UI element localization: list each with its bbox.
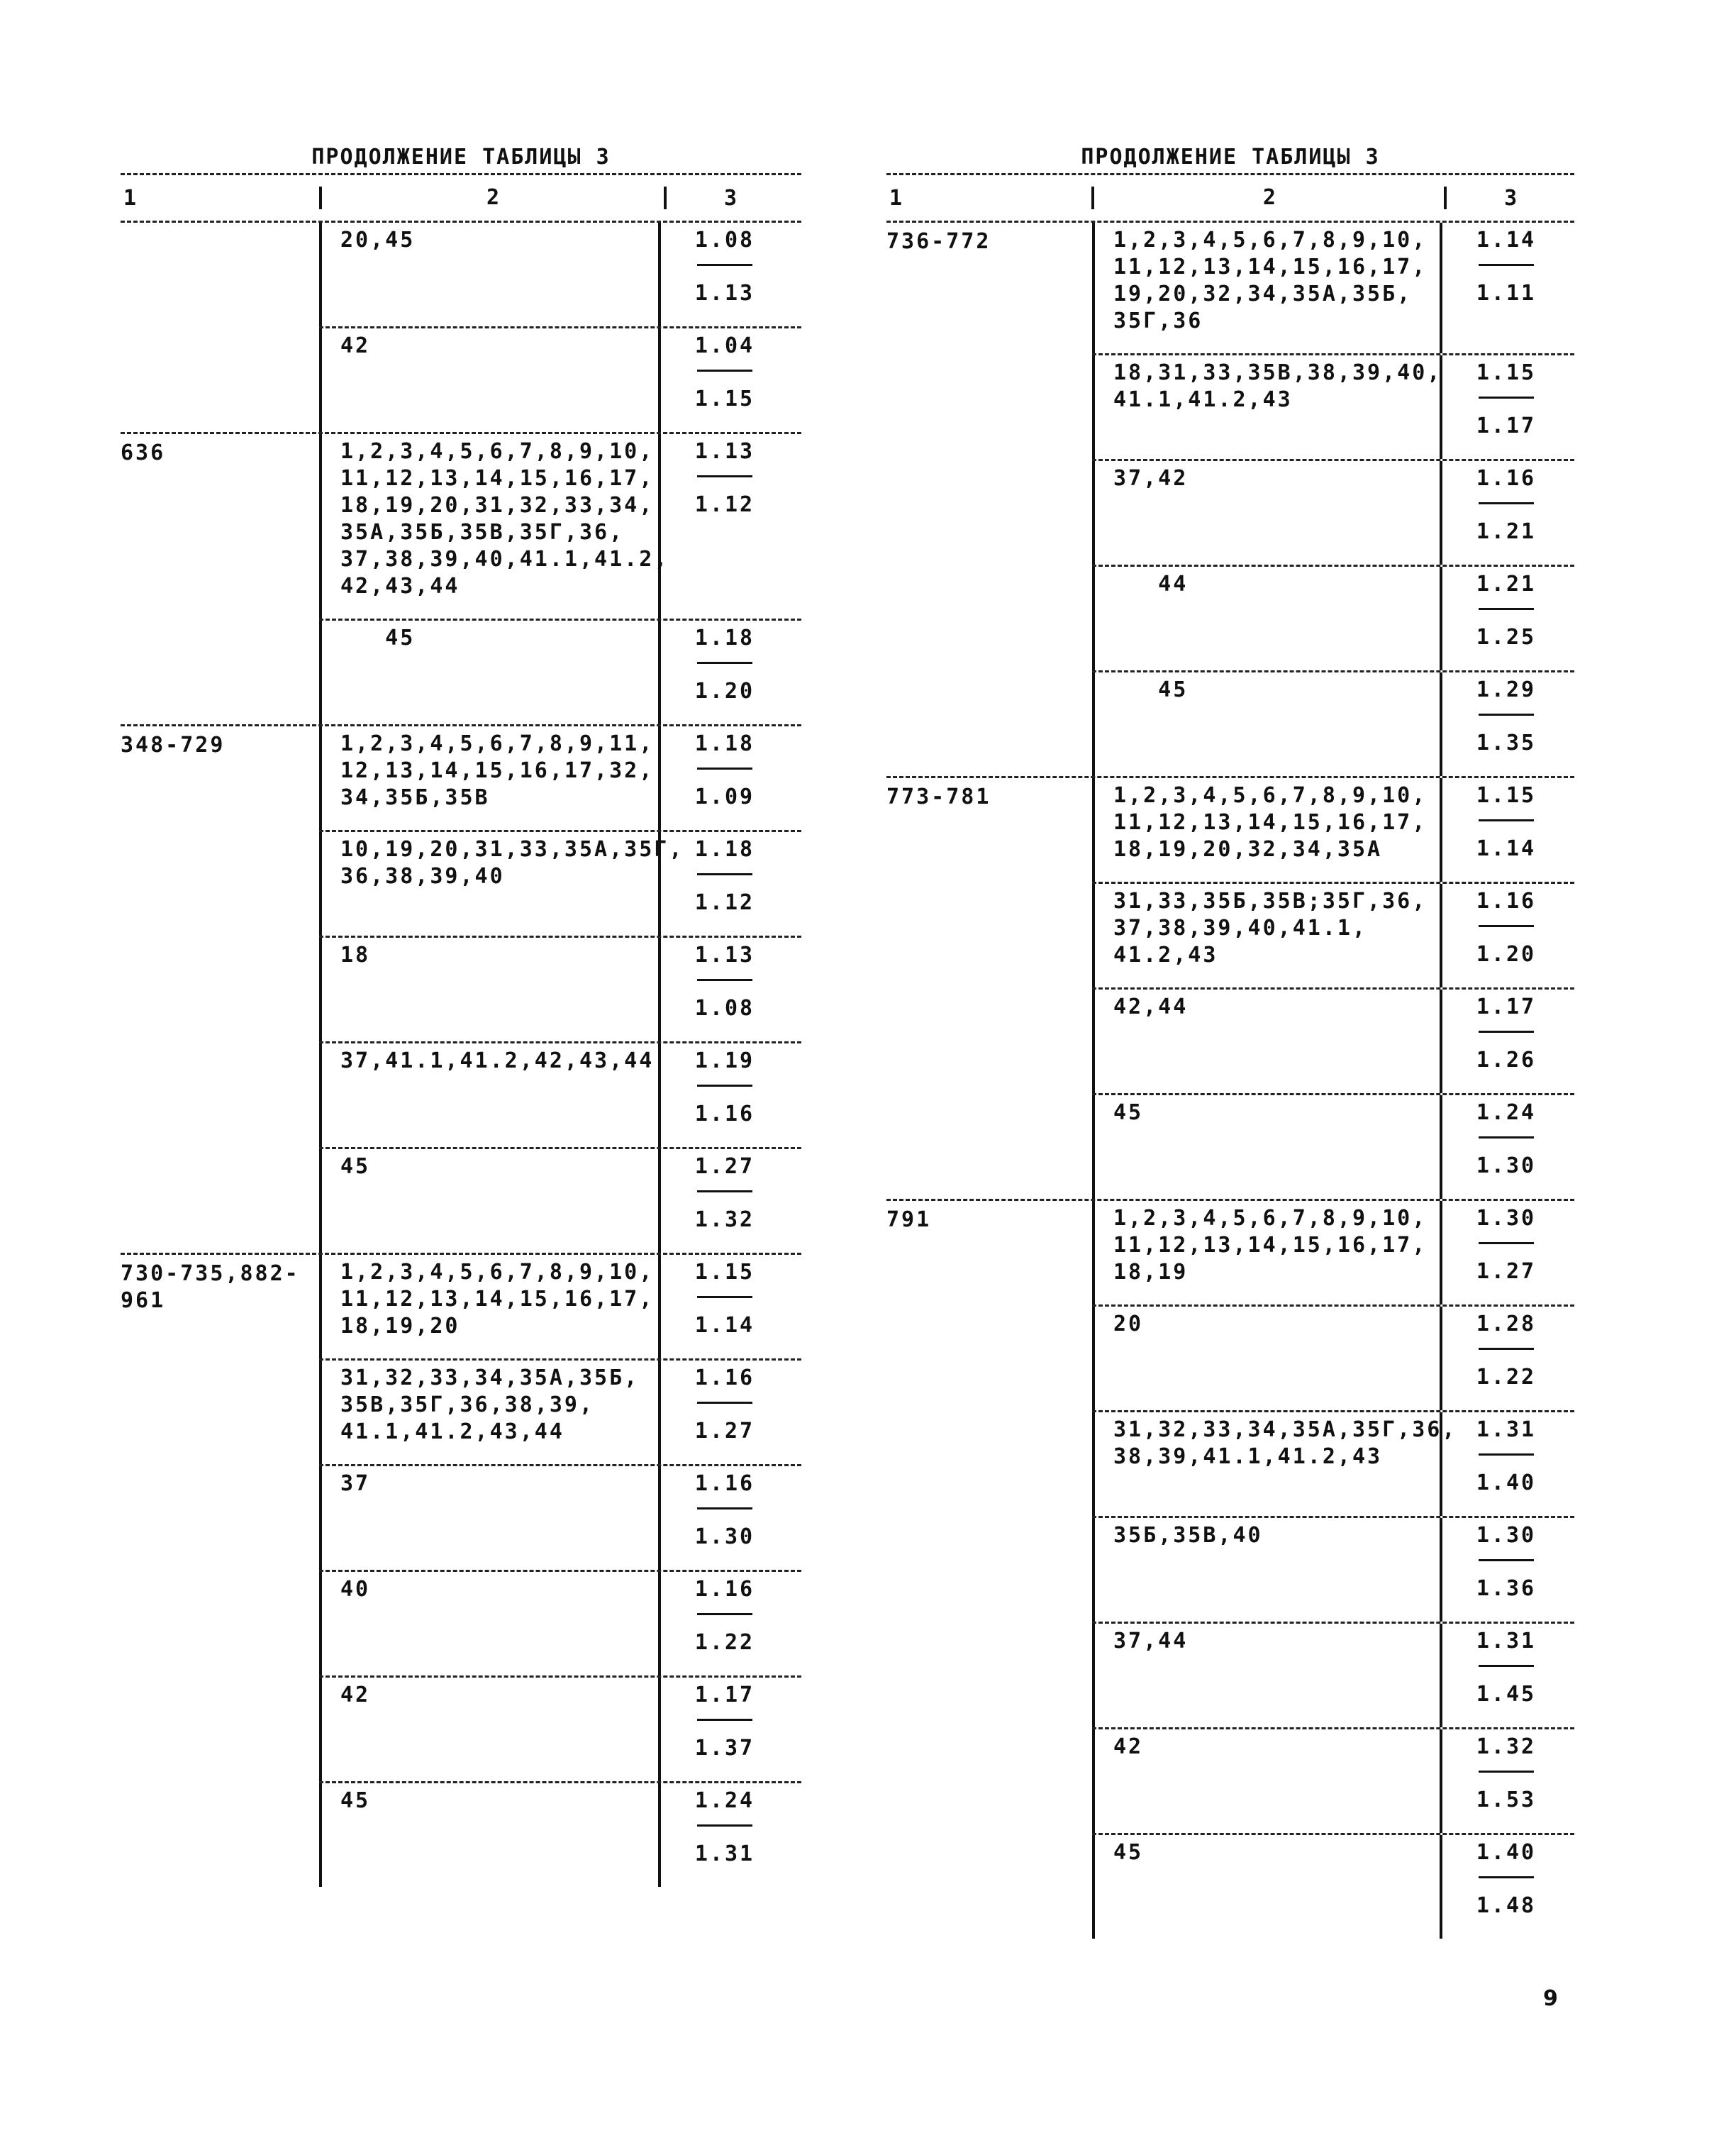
col-1-cell: 730-735,882- 961: [121, 1261, 300, 1313]
coefficient-numerator: 1.15: [1476, 360, 1537, 385]
row-group: [886, 223, 1574, 776]
coefficient-denominator: 1.14: [1476, 836, 1537, 861]
fraction-bar: [1479, 1242, 1534, 1244]
col-3-cell: [661, 726, 789, 830]
coefficient-denominator: 1.30: [1476, 1153, 1537, 1178]
table-row: [1092, 1516, 1574, 1622]
table-row: [319, 1358, 801, 1464]
header-col-3: 3: [1504, 185, 1518, 211]
page-number: 9: [1543, 1986, 1558, 2011]
coefficient-denominator: 1.32: [694, 1207, 755, 1232]
fraction-bar: [697, 979, 752, 981]
coefficient-numerator: 1.15: [694, 1260, 755, 1285]
coefficient-denominator: 1.37: [694, 1736, 755, 1761]
table-body: [886, 223, 1574, 1939]
col-2-cell: 1,2,3,4,5,6,7,8,9,10, 11,12,13,14,15,16,17, 18,19,20,31,32,33,34, 35А,35Б,35В,35Г,36, 37,38,39,40,41.1,41.2, 42,43,44: [319, 434, 661, 619]
coefficient-numerator: 1.08: [694, 228, 755, 253]
col-3-cell: [1442, 355, 1570, 459]
col-2-cell: 10,19,20,31,33,35А,35Г, 36,38,39,40: [319, 832, 661, 936]
coefficient-denominator: 1.26: [1476, 1048, 1537, 1073]
table-row: [319, 1255, 801, 1358]
col-2-cell: 1,2,3,4,5,6,7,8,9,10, 11,12,13,14,15,16,17, 19,20,32,34,35А,35Б, 35Г,36: [1092, 223, 1442, 353]
col-3-cell: [1442, 1201, 1570, 1304]
fraction-bar: [1479, 925, 1534, 927]
fraction-bar: [1479, 714, 1534, 716]
coefficient-numerator: 1.04: [694, 333, 755, 358]
coefficient-numerator: 1.24: [1476, 1100, 1537, 1125]
table-row: [1092, 882, 1574, 987]
fraction-bar: [697, 1190, 752, 1192]
table-row: [319, 223, 801, 326]
col-2-cell: 42: [1092, 1729, 1442, 1833]
col-3-cell: [661, 1783, 789, 1887]
coefficient-numerator: 1.13: [694, 439, 755, 464]
coefficient-denominator: 1.20: [694, 679, 755, 704]
coefficient-numerator: 1.31: [1476, 1417, 1537, 1442]
fraction-bar: [1479, 1876, 1534, 1878]
coefficient-numerator: 1.16: [694, 1365, 755, 1390]
col-2-cell: 45: [319, 1149, 661, 1253]
table-row: [319, 1675, 801, 1781]
col-3-cell: [661, 434, 789, 619]
col-1-cell: 636: [121, 441, 166, 465]
col-3-cell: [1442, 990, 1570, 1093]
coefficient-denominator: 1.30: [694, 1524, 755, 1549]
col-2-cell: 45: [1092, 1835, 1442, 1939]
coefficient-denominator: 1.22: [1476, 1365, 1537, 1390]
col-3-cell: [1442, 778, 1570, 882]
col-2-cell: 35Б,35В,40: [1092, 1518, 1442, 1622]
coefficient-denominator: 1.14: [694, 1313, 755, 1338]
fraction-bar: [697, 1719, 752, 1721]
col-2-cell: 20: [1092, 1307, 1442, 1410]
col-2-cell: 44: [1092, 567, 1442, 670]
col-2-cell: 1,2,3,4,5,6,7,8,9,10, 11,12,13,14,15,16,17, 18,19: [1092, 1201, 1442, 1304]
row-group: [121, 223, 801, 432]
coefficient-denominator: 1.13: [694, 281, 755, 306]
fraction-bar: [1479, 397, 1534, 399]
fraction-bar: [697, 264, 752, 266]
coefficient-numerator: 1.24: [694, 1788, 755, 1813]
col-2-cell: 18: [319, 938, 661, 1041]
table-row: [1092, 778, 1574, 882]
col-3-cell: [1442, 1729, 1570, 1833]
table-row: [319, 619, 801, 724]
col-2-cell: 42: [319, 328, 661, 432]
col-2-cell: 45: [319, 1783, 661, 1887]
coefficient-denominator: 1.31: [694, 1841, 755, 1866]
col-3-cell: [1442, 1624, 1570, 1727]
coefficient-numerator: 1.18: [694, 626, 755, 650]
coefficient-numerator: 1.16: [1476, 889, 1537, 914]
col-3-cell: [661, 1678, 789, 1781]
fraction-bar: [697, 1824, 752, 1827]
coefficient-denominator: 1.27: [694, 1419, 755, 1444]
table-row: [1092, 987, 1574, 1093]
fraction-bar: [697, 768, 752, 770]
col-3-cell: [661, 223, 789, 326]
fraction-bar: [697, 1402, 752, 1404]
coefficient-numerator: 1.28: [1476, 1312, 1537, 1336]
coefficient-denominator: 1.45: [1476, 1682, 1537, 1707]
coefficient-denominator: 1.17: [1476, 414, 1537, 438]
col-1-cell: 773-781: [886, 785, 991, 809]
table-row: [319, 830, 801, 936]
col-3-cell: [1442, 672, 1570, 776]
col-2-cell: 45: [319, 621, 661, 724]
col-2-cell: 31,32,33,34,35А,35Б, 35В,35Г,36,38,39, 41.1,41.2,43,44: [319, 1361, 661, 1464]
col-3-cell: [661, 1361, 789, 1464]
col-3-cell: [661, 1466, 789, 1570]
row-group: [886, 776, 1574, 1199]
coefficient-denominator: 1.35: [1476, 731, 1537, 755]
col-3-cell: [1442, 1518, 1570, 1622]
coefficient-numerator: 1.17: [694, 1683, 755, 1707]
fraction-bar: [697, 1507, 752, 1509]
coefficient-denominator: 1.20: [1476, 942, 1537, 967]
coefficient-numerator: 1.31: [1476, 1629, 1537, 1653]
header-col-1: 1: [123, 185, 137, 211]
table-row: [319, 1147, 801, 1253]
table-row: [1092, 459, 1574, 565]
table-row: [1092, 1410, 1574, 1516]
col-2-cell: 37: [319, 1466, 661, 1570]
header-col-2: 2: [319, 187, 667, 209]
col-2-cell: 37,42: [1092, 461, 1442, 565]
coefficient-numerator: 1.40: [1476, 1840, 1537, 1865]
col-3-cell: [661, 328, 789, 432]
header-col-2: 2: [1091, 187, 1447, 209]
coefficient-numerator: 1.30: [1476, 1206, 1537, 1231]
col-2-cell: 45: [1092, 1095, 1442, 1199]
col-2-cell: 31,33,35Б,35В;35Г,36, 37,38,39,40,41.1, 41.2,43: [1092, 884, 1442, 987]
table-row: [1092, 1201, 1574, 1304]
coefficient-denominator: 1.36: [1476, 1576, 1537, 1601]
table-row: [319, 1041, 801, 1147]
col-2-cell: 1,2,3,4,5,6,7,8,9,11, 12,13,14,15,16,17,32, 34,35Б,35В: [319, 726, 661, 830]
coefficient-numerator: 1.13: [694, 943, 755, 968]
row-group: [886, 1199, 1574, 1939]
fraction-bar: [697, 1613, 752, 1615]
coefficient-numerator: 1.17: [1476, 995, 1537, 1019]
fraction-bar: [697, 370, 752, 372]
col-3-cell: [661, 938, 789, 1041]
fraction-bar: [1479, 1559, 1534, 1561]
coefficient-denominator: 1.27: [1476, 1259, 1537, 1284]
table-row: [319, 326, 801, 432]
coefficient-numerator: 1.30: [1476, 1523, 1537, 1548]
table-row: [319, 936, 801, 1041]
table-row: [319, 726, 801, 830]
fraction-bar: [697, 1085, 752, 1087]
header-col-3: 3: [723, 185, 738, 211]
coefficient-numerator: 1.16: [694, 1471, 755, 1496]
col-2-cell: 1,2,3,4,5,6,7,8,9,10, 11,12,13,14,15,16,17, 18,19,20: [319, 1255, 661, 1358]
table-row: [1092, 223, 1574, 353]
col-3-cell: [661, 1149, 789, 1253]
coefficient-denominator: 1.09: [694, 785, 755, 809]
col-3-cell: [1442, 567, 1570, 670]
coefficient-numerator: 1.21: [1476, 572, 1537, 597]
fraction-bar: [1479, 608, 1534, 610]
col-2-cell: 42: [319, 1678, 661, 1781]
table-row: [1092, 1727, 1574, 1833]
col-3-cell: [661, 1043, 789, 1147]
table-title: ПРОДОЛЖЕНИЕ ТАБЛИЦЫ 3: [311, 145, 611, 170]
col-2-cell: 45: [1092, 672, 1442, 776]
fraction-bar: [697, 1296, 752, 1298]
table-row: [1092, 353, 1574, 459]
fraction-bar: [1479, 1136, 1534, 1139]
col-1-cell: 348-729: [121, 733, 226, 758]
coefficient-numerator: 1.18: [694, 731, 755, 756]
col-3-cell: [661, 621, 789, 724]
col-2-cell: 1,2,3,4,5,6,7,8,9,10, 11,12,13,14,15,16,17, 18,19,20,32,34,35А: [1092, 778, 1442, 882]
col-3-cell: [661, 832, 789, 936]
table-row: [319, 1570, 801, 1675]
coefficient-denominator: 1.40: [1476, 1470, 1537, 1495]
col-3-cell: [1442, 1307, 1570, 1410]
row-group: [121, 724, 801, 1253]
coefficient-numerator: 1.15: [1476, 783, 1537, 808]
fraction-bar: [1479, 1348, 1534, 1350]
col-3-cell: [1442, 1095, 1570, 1199]
coefficient-denominator: 1.12: [694, 890, 755, 915]
coefficient-denominator: 1.25: [1476, 625, 1537, 650]
coefficient-numerator: 1.27: [694, 1154, 755, 1179]
coefficient-denominator: 1.11: [1476, 281, 1537, 306]
col-3-cell: [1442, 1835, 1570, 1939]
col-2-cell: 20,45: [319, 223, 661, 326]
row-group: [121, 432, 801, 724]
coefficient-denominator: 1.08: [694, 996, 755, 1021]
coefficient-numerator: 1.29: [1476, 677, 1537, 702]
table-title: ПРОДОЛЖЕНИЕ ТАБЛИЦЫ 3: [1081, 145, 1380, 170]
col-2-cell: 18,31,33,35В,38,39,40, 41.1,41.2,43: [1092, 355, 1442, 459]
fraction-bar: [1479, 502, 1534, 504]
coefficient-numerator: 1.32: [1476, 1734, 1537, 1759]
coefficient-denominator: 1.16: [694, 1102, 755, 1126]
fraction-bar: [697, 475, 752, 477]
table-row: [319, 434, 801, 619]
col-3-cell: [661, 1255, 789, 1358]
coefficient-denominator: 1.48: [1476, 1893, 1537, 1918]
coefficient-numerator: 1.19: [694, 1048, 755, 1073]
col-2-cell: 37,44: [1092, 1624, 1442, 1727]
coefficient-numerator: 1.16: [694, 1577, 755, 1602]
header-col-1: 1: [889, 185, 903, 211]
fraction-bar: [1479, 1771, 1534, 1773]
fraction-bar: [697, 662, 752, 664]
coefficient-denominator: 1.15: [694, 387, 755, 411]
col-1-cell: 791: [886, 1207, 932, 1232]
fraction-bar: [1479, 1665, 1534, 1667]
table-row: [319, 1781, 801, 1887]
table-row: [319, 1464, 801, 1570]
col-3-cell: [661, 1572, 789, 1675]
coefficient-numerator: 1.14: [1476, 228, 1537, 253]
fraction-bar: [697, 873, 752, 875]
col-3-cell: [1442, 884, 1570, 987]
col-2-cell: 40: [319, 1572, 661, 1675]
fraction-bar: [1479, 264, 1534, 266]
table-row: [1092, 1622, 1574, 1727]
table-row: [1092, 1304, 1574, 1410]
table-header: [886, 175, 1574, 221]
fraction-bar: [1479, 1031, 1534, 1033]
col-3-cell: [1442, 461, 1570, 565]
col-3-cell: [1442, 223, 1570, 353]
coefficient-numerator: 1.18: [694, 837, 755, 862]
table-row: [1092, 670, 1574, 776]
table-row: [1092, 1093, 1574, 1199]
table-row: [1092, 1833, 1574, 1939]
fraction-bar: [1479, 819, 1534, 821]
table-header: [121, 175, 801, 221]
table-right: [886, 142, 1574, 1939]
table-body: [121, 223, 801, 1887]
col-1-cell: 736-772: [886, 229, 991, 254]
table-left: [121, 142, 801, 1887]
col-3-cell: [1442, 1412, 1570, 1516]
col-2-cell: 31,32,33,34,35А,35Г,36, 38,39,41.1,41.2,43: [1092, 1412, 1442, 1516]
table-row: [1092, 565, 1574, 670]
fraction-bar: [1479, 1453, 1534, 1456]
coefficient-denominator: 1.21: [1476, 519, 1537, 544]
coefficient-denominator: 1.12: [694, 492, 755, 517]
col-2-cell: 37,41.1,41.2,42,43,44: [319, 1043, 661, 1147]
col-2-cell: 42,44: [1092, 990, 1442, 1093]
row-group: [121, 1253, 801, 1887]
coefficient-denominator: 1.53: [1476, 1788, 1537, 1812]
coefficient-denominator: 1.22: [694, 1630, 755, 1655]
coefficient-numerator: 1.16: [1476, 466, 1537, 491]
